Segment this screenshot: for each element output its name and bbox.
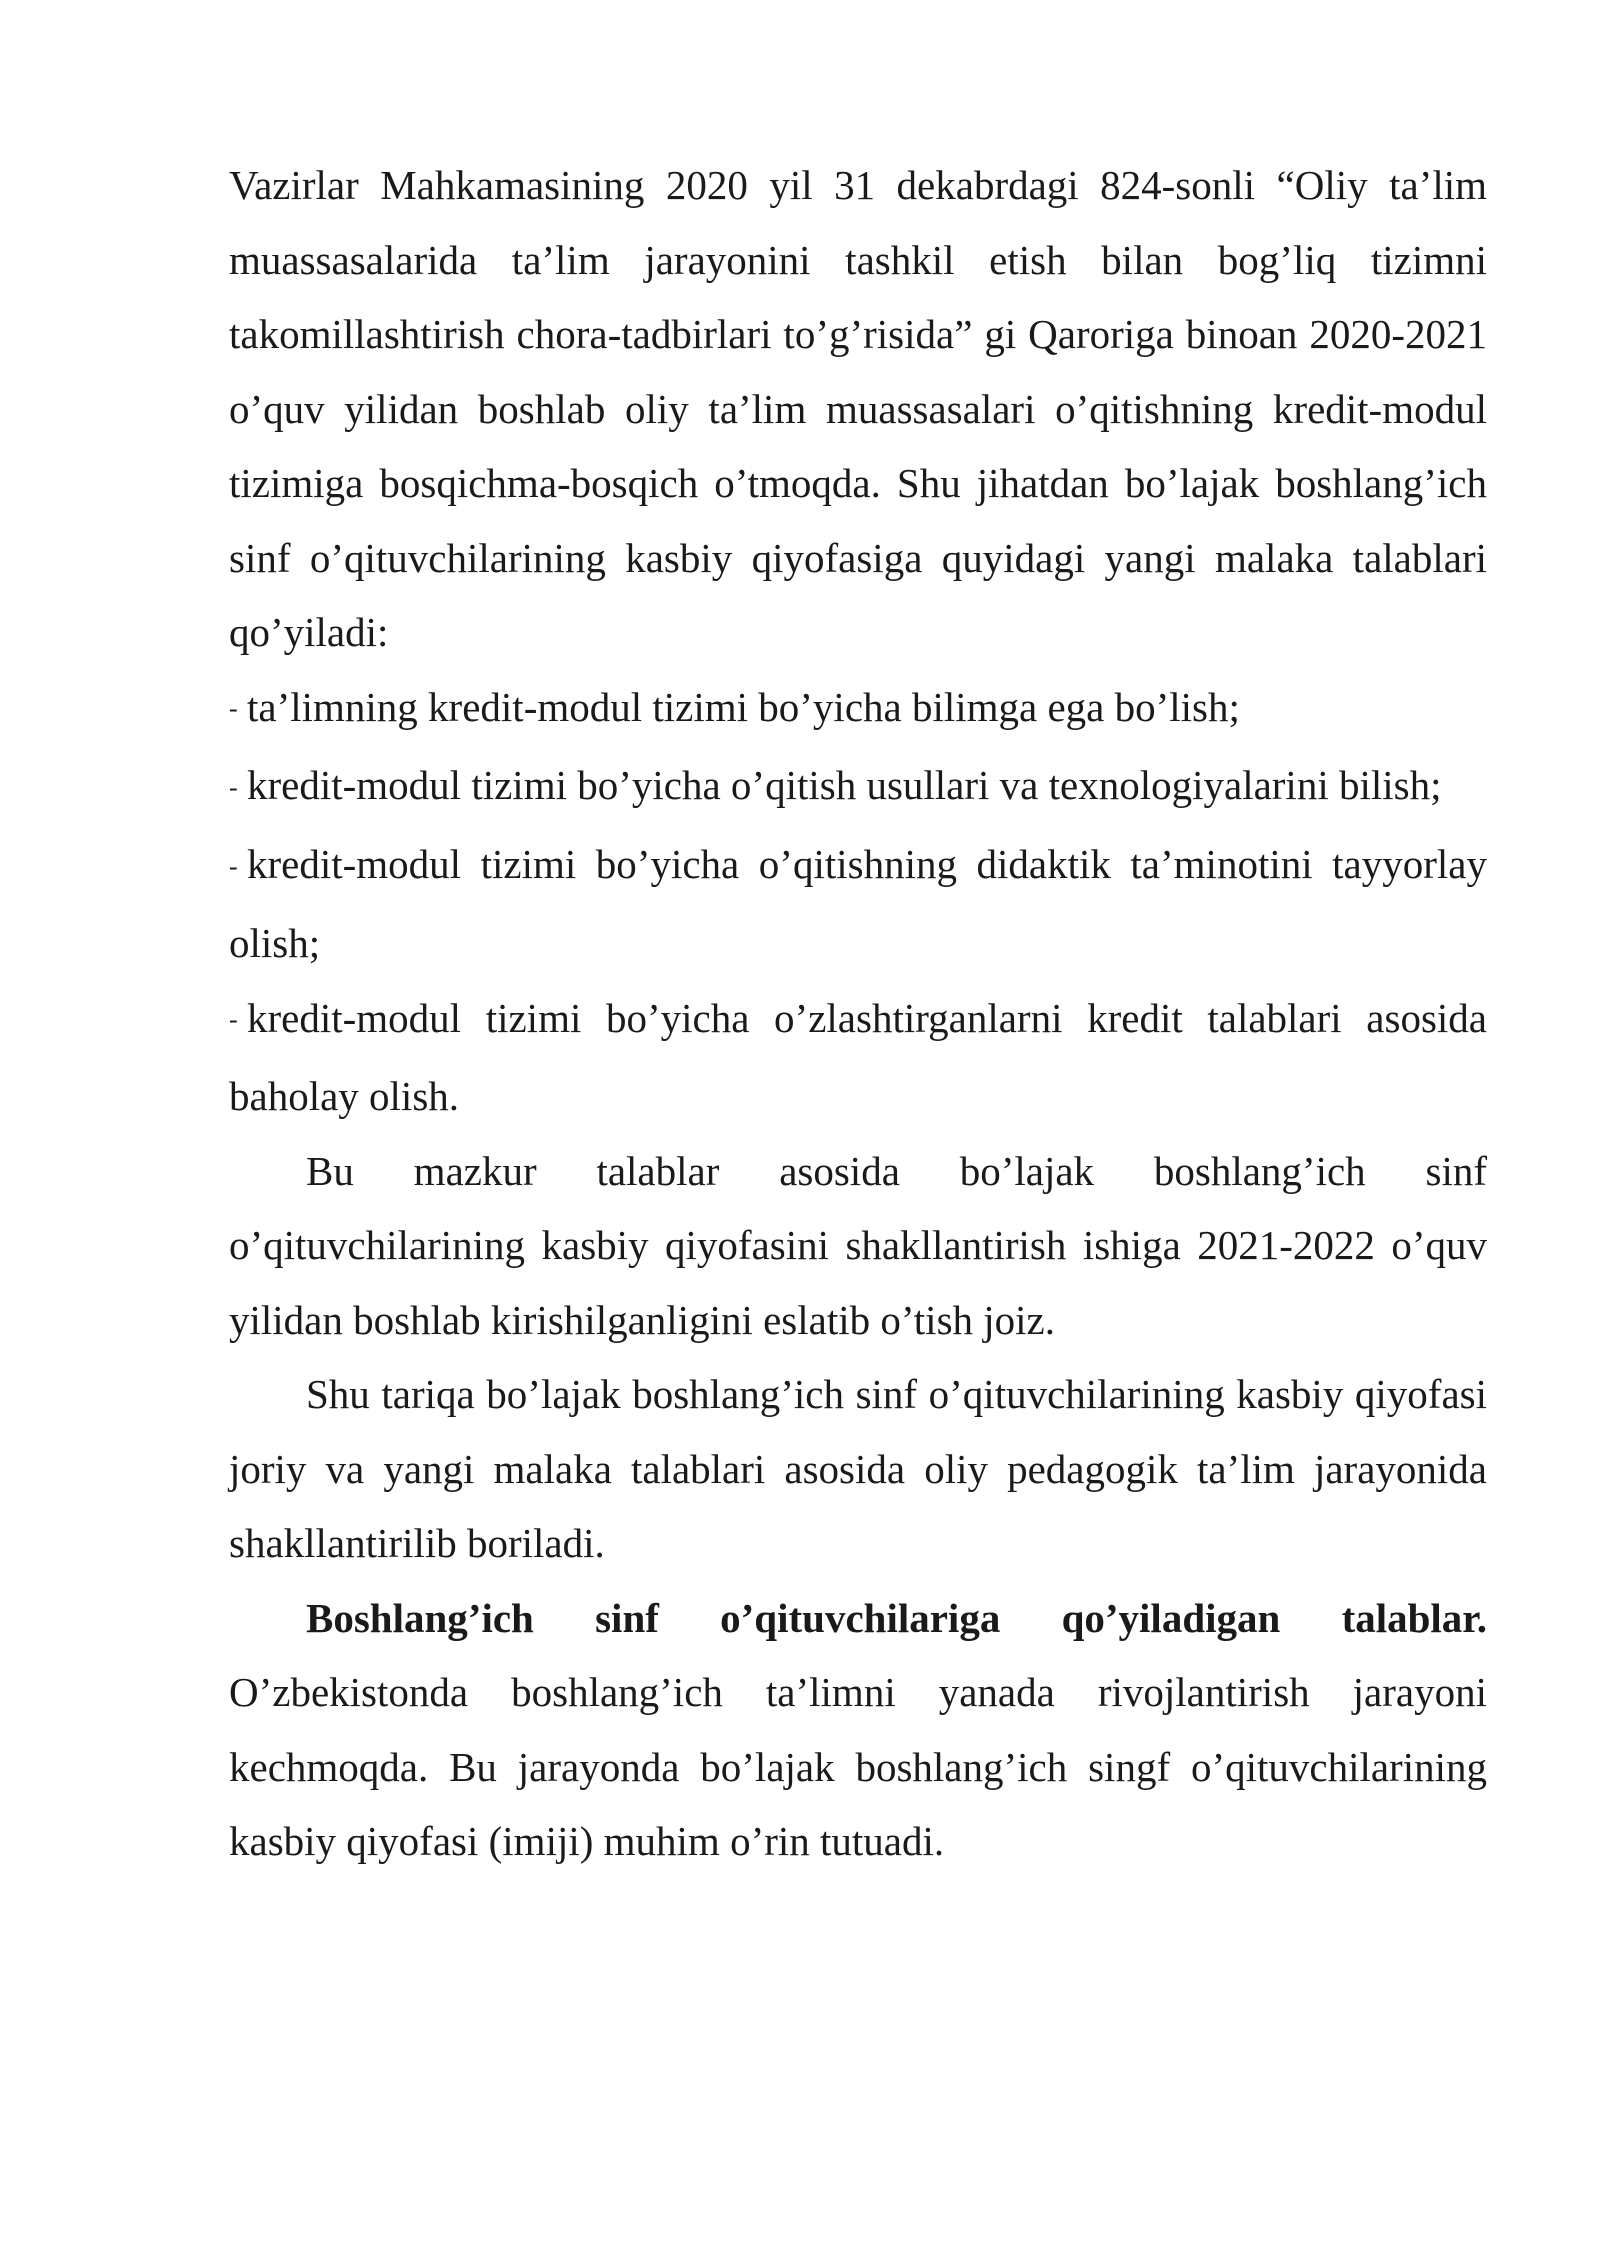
list-item-text: kredit-modul tizimi bo’yicha o’qitishning didaktik ta’minotini tayyorlay olish; <box>229 841 1487 967</box>
list-marker: - <box>229 1004 238 1034</box>
list-marker: - <box>229 693 238 723</box>
list-marker: - <box>229 772 238 802</box>
body-paragraph-4 <box>229 1581 1487 1879</box>
section-heading: Boshlang’ich sinf o’qituvchilariga qo’yiladigan talablar. <box>306 1594 1487 1641</box>
intro-paragraph: Vazirlar Mahkamasining 2020 yil 31 dekabrdagi 824-sonli “Oliy ta’lim muassasalarida ta’lim jarayonini tashkil etish bilan bog’liq tizimni takomillashtirish chora-tadbirlari to’g’risida” gi Qaroriga binoan 2020-2021 o’quv yilidan boshlab oliy ta’lim muassasalari o’qitishning kredit-modul tizimiga bosqichma-bosqich o’tmoqda. Shu jihatdan bo’lajak boshlang’ich sinf o’qituvchilarining kasbiy qiyofasiga quyidagi yangi malaka talablari qo’yiladi: <box>229 162 1487 655</box>
body-paragraph-2: Bu mazkur talablar asosida bo’lajak boshlang’ich sinf o’qituvchilarining kasbiy qiyofasini shakllantirish ishiga 2021-2022 o’quv yilidan boshlab kirishilganligini eslatib o’tish joiz. <box>229 1147 1487 1343</box>
list-item-text: kredit-modul tizimi bo’yicha o’zlashtirganlarni kredit talablari asosida baholay olish. <box>229 994 1487 1120</box>
list-item-text: ta’limning kredit-modul tizimi bo’yicha bilimga ega bo’lish; <box>247 683 1240 730</box>
list-item-text: kredit-modul tizimi bo’yicha o’qitish usullari va texnologiyalarini bilish; <box>247 762 1442 809</box>
list-item <box>229 670 1487 749</box>
body-paragraph-3: Shu tariqa bo’lajak boshlang’ich sinf o’qituvchilarining kasbiy qiyofasi joriy va yangi malaka talablari asosida oliy pedagogik ta’lim jarayonida shakllantirilib boriladi. <box>229 1371 1487 1567</box>
section-body-text: O’zbekistonda boshlang’ich ta’limni yanada rivojlantirish jarayoni kechmoqda. Bu jarayonda bo’lajak boshlang’ich singf o’qituvchilarining kasbiy qiyofasi (imiji) muhim o’rin tutuadi. <box>229 1669 1487 1865</box>
list-item <box>229 827 1487 980</box>
list-item <box>229 981 1487 1134</box>
list-marker: - <box>229 851 238 881</box>
document-page <box>229 148 1487 1879</box>
list-item <box>229 748 1487 827</box>
